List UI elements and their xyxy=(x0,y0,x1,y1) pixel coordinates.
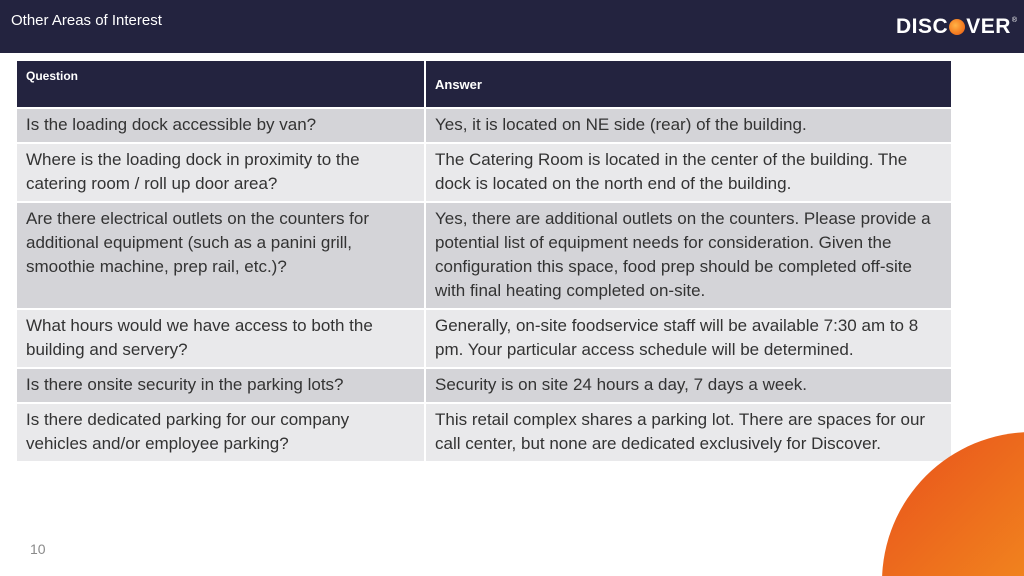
answer-cell: Yes, it is located on NE side (rear) of the building. xyxy=(426,109,951,142)
table-row xyxy=(17,369,951,402)
table-row xyxy=(17,109,951,142)
answer-cell: This retail complex shares a parking lot. There are spaces for our call center, but none are dedicated exclusively for Discover. xyxy=(426,404,951,461)
question-cell: Is there onsite security in the parking lots? xyxy=(17,369,424,402)
answer-cell: Generally, on-site foodservice staff will be available 7:30 am to 8 pm. Your particular access schedule will be determined. xyxy=(426,310,951,367)
table-row xyxy=(17,310,951,367)
question-cell: Are there electrical outlets on the counters for additional equipment (such as a panini grill, smoothie machine, prep rail, etc.)? xyxy=(17,203,424,308)
qa-table xyxy=(15,59,953,463)
logo-dot-icon xyxy=(949,19,965,35)
question-cell: Is the loading dock accessible by van? xyxy=(17,109,424,142)
decorative-orange-arc xyxy=(882,432,1024,576)
question-header: Question xyxy=(17,61,424,107)
logo-text-end: VER xyxy=(966,15,1011,38)
answer-cell: Yes, there are additional outlets on the counters. Please provide a potential list of equipment needs for consideration. Given the configuration this space, food prep should be completed off-site with final heating completed on-site. xyxy=(426,203,951,308)
question-cell: What hours would we have access to both the building and servery? xyxy=(17,310,424,367)
logo-text-start: DISC xyxy=(896,15,949,38)
question-cell: Is there dedicated parking for our company vehicles and/or employee parking? xyxy=(17,404,424,461)
answer-cell: Security is on site 24 hours a day, 7 days a week. xyxy=(426,369,951,402)
orange-circle-shape xyxy=(882,432,1024,576)
logo-registered-mark: ® xyxy=(1011,17,1018,24)
answer-header: Answer xyxy=(426,61,951,107)
page-number: 10 xyxy=(30,541,46,557)
table-row xyxy=(17,203,951,308)
table-row xyxy=(17,144,951,201)
header-bar xyxy=(0,0,1024,53)
slide-title: Other Areas of Interest xyxy=(11,12,162,29)
answer-cell: The Catering Room is located in the center of the building. The dock is located on the north end of the building. xyxy=(426,144,951,201)
table-row xyxy=(17,404,951,461)
table-header-row xyxy=(17,61,951,107)
question-cell: Where is the loading dock in proximity to the catering room / roll up door area? xyxy=(17,144,424,201)
discover-logo xyxy=(896,14,1018,40)
